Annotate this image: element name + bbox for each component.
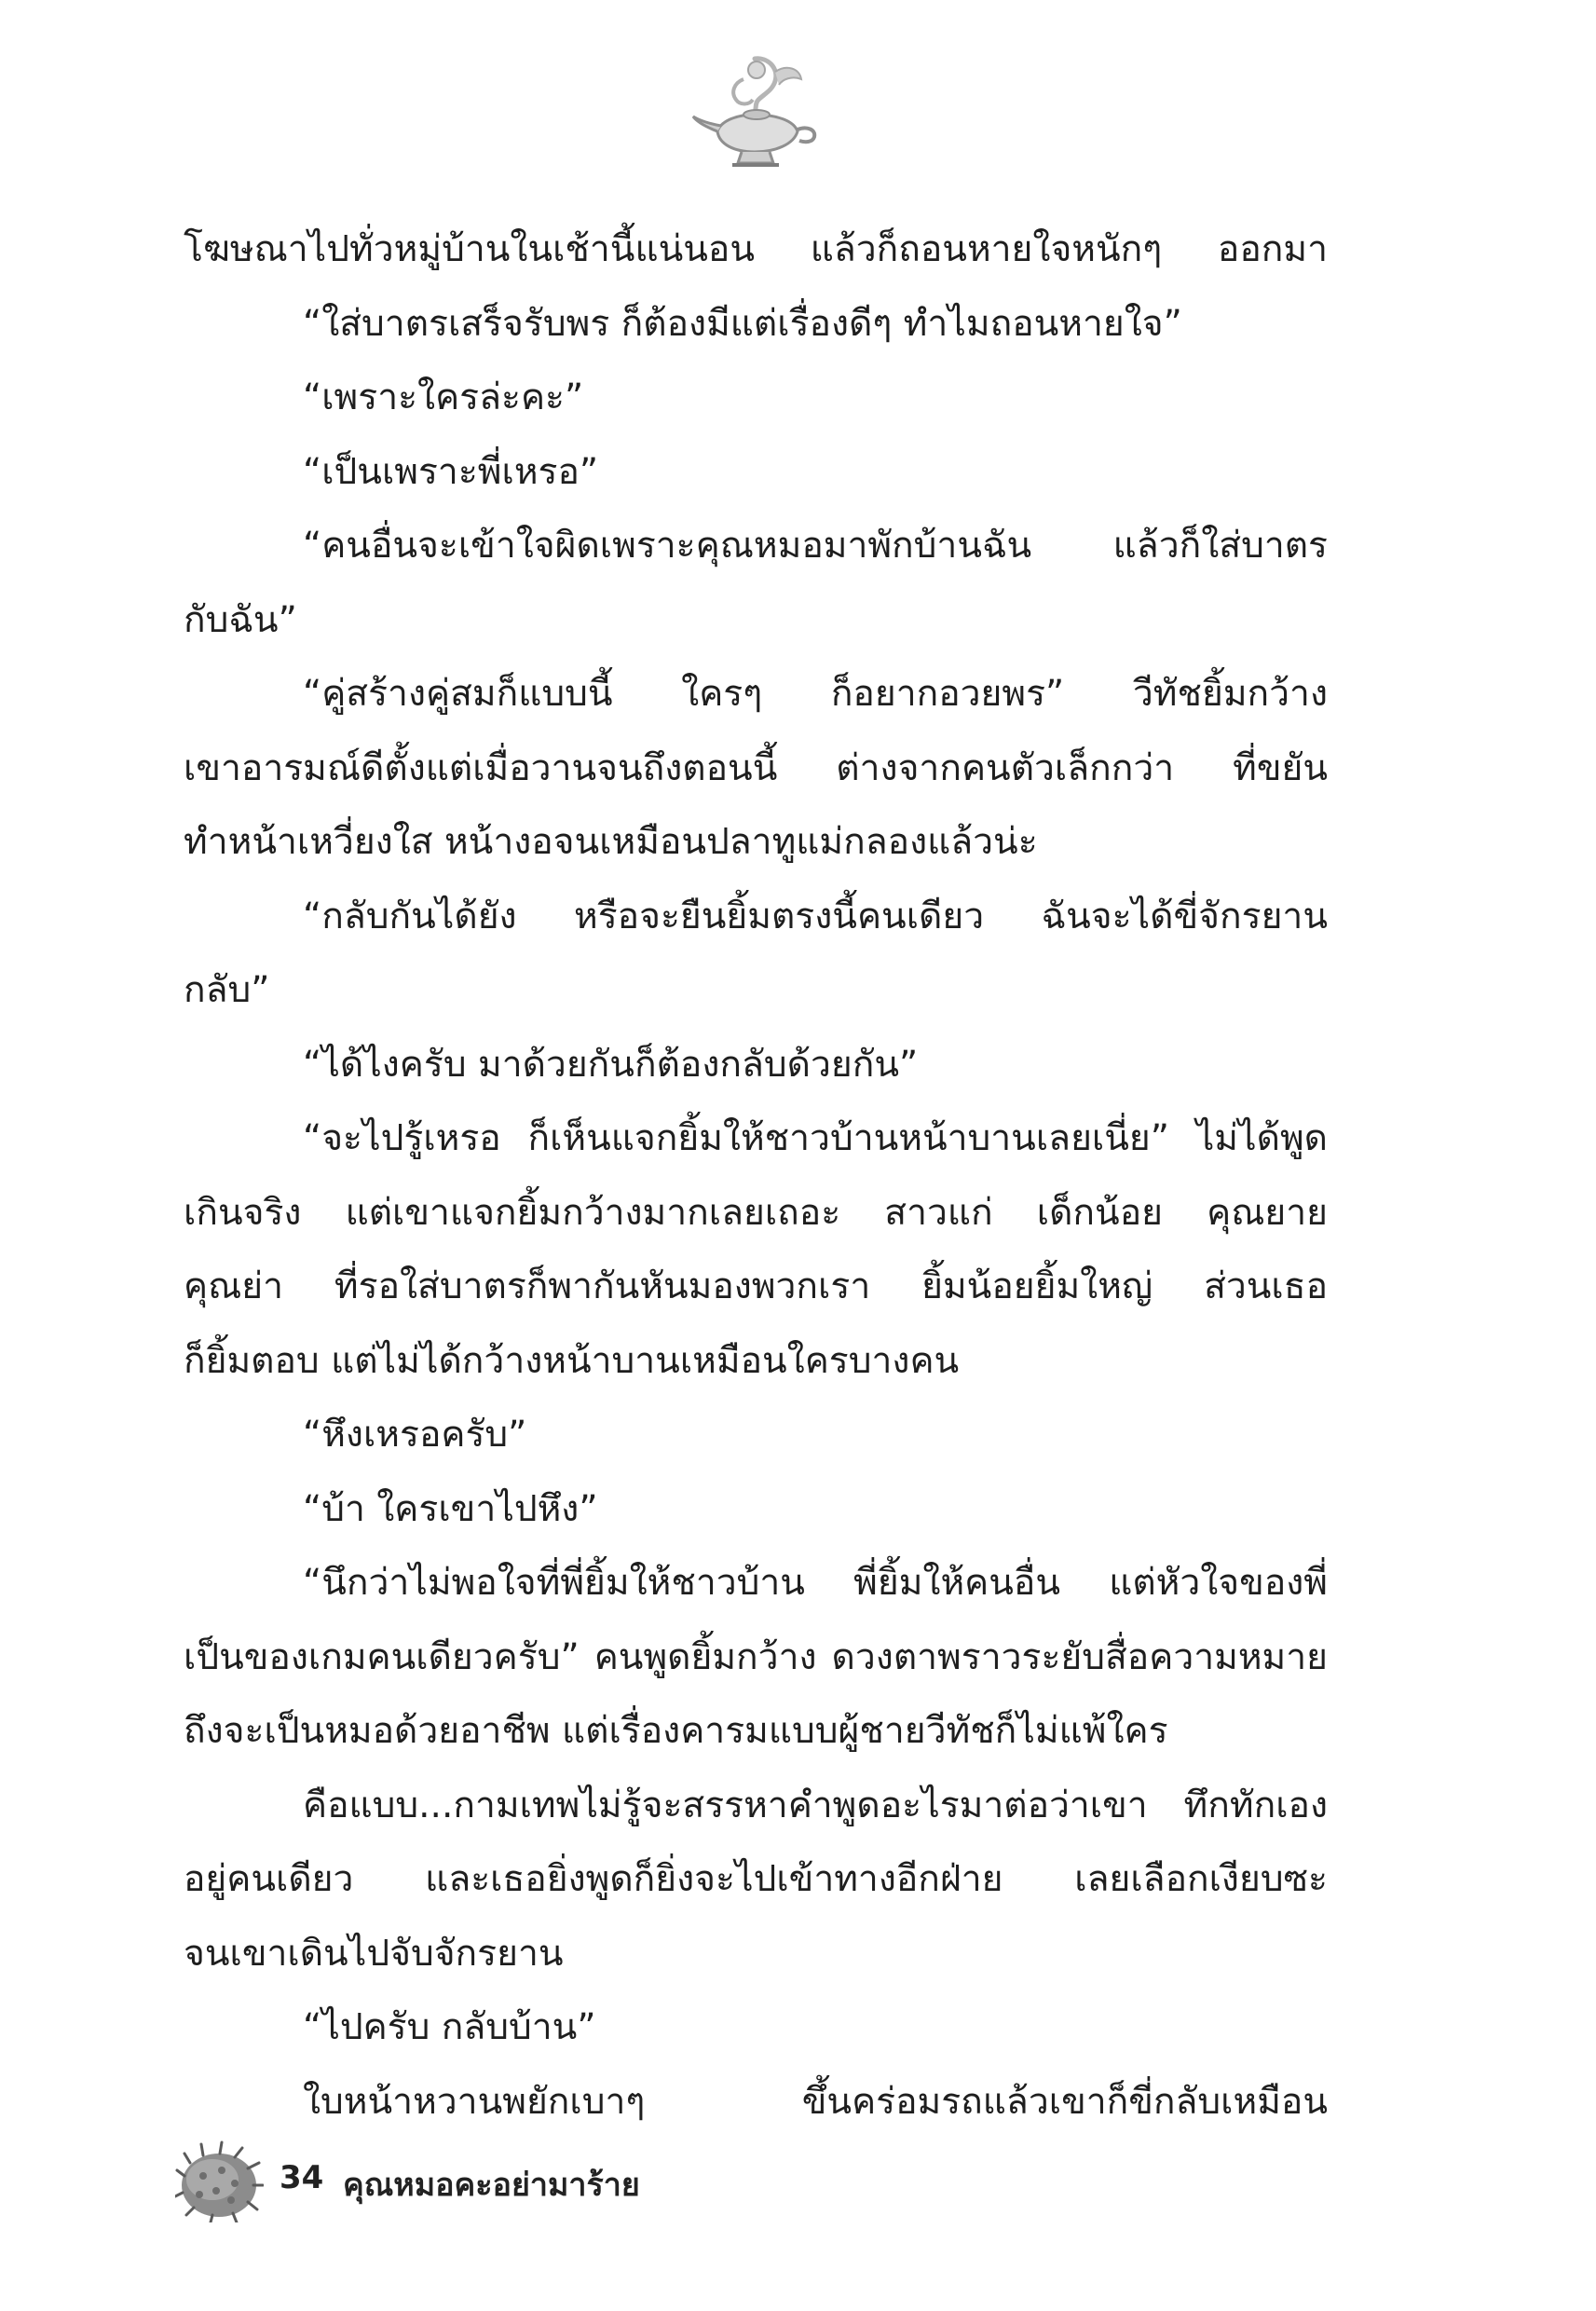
text-line: อยู่คนเดียว และเธอยิ่งพูดก็ยิ่งจะไปเข้าทางอีกฝ่าย เลยเลือกเงียบซะ	[184, 1858, 1328, 1900]
text-line: “นึกว่าไม่พอใจที่พี่ยิ้มให้ชาวบ้าน พี่ยิ้มให้คนอื่น แต่หัวใจของพี่	[303, 1562, 1328, 1604]
text-line: “ไปครับ กลับบ้าน”	[303, 2006, 596, 2048]
text-line: “คู่สร้างคู่สมก็แบบนี้ ใครๆ ก็อยากอวยพร” วีทัชยิ้มกว้าง	[303, 673, 1328, 715]
body-text	[184, 212, 1328, 2139]
text-line: จนเขาเดินไปจับจักรยาน	[184, 1932, 564, 1975]
text-line: กับฉัน”	[184, 598, 297, 641]
text-line: คุณย่า ที่รอใส่บาตรก็พากันหันมองพวกเรา ยิ้มน้อยยิ้มใหญ่ ส่วนเธอ	[184, 1265, 1328, 1307]
text-line: กลับ”	[184, 969, 270, 1011]
text-line: ทำหน้าเหวี่ยงใส หน้างอจนเหมือนปลาทูแม่กลองแล้วน่ะ	[184, 821, 1038, 863]
text-line: ก็ยิ้มตอบ แต่ไม่ได้กว้างหน้าบานเหมือนใครบางคน	[184, 1339, 960, 1382]
page-footer	[175, 2139, 1014, 2222]
text-line: “เพราะใครล่ะคะ”	[303, 376, 584, 418]
text-line: “เป็นเพราะพี่เหรอ”	[303, 450, 599, 493]
text-line: “จะไปรู้เหรอ ก็เห็นแจกยิ้มให้ชาวบ้านหน้าบานเลยเนี่ย” ไม่ได้พูด	[303, 1117, 1328, 1159]
genie-lamp-icon	[689, 51, 820, 172]
text-line: โฆษณาไปทั่วหมู่บ้านในเช้านี้แน่นอน แล้วก็ถอนหายใจหนักๆ ออกมา	[184, 228, 1328, 270]
durian-icon	[175, 2139, 264, 2222]
text-line: ถึงจะเป็นหมอด้วยอาชีพ แต่เรื่องคารมแบบผู้ชายวีทัชก็ไม่แพ้ใคร	[184, 1710, 1168, 1752]
text-line: “คนอื่นจะเข้าใจผิดเพราะคุณหมอมาพักบ้านฉัน แล้วก็ใส่บาตร	[303, 525, 1328, 567]
book-title: คุณหมอคะอย่ามาร้าย	[343, 2167, 640, 2204]
text-line: “ใส่บาตรเสร็จรับพร ก็ต้องมีแต่เรื่องดีๆ ทำไมถอนหายใจ”	[303, 302, 1182, 345]
text-line: “บ้า ใครเขาไปหึง”	[303, 1487, 598, 1530]
text-line: “ได้ไงครับ มาด้วยกันก็ต้องกลับด้วยกัน”	[303, 1043, 919, 1086]
text-line: “หึงเหรอครับ”	[303, 1414, 527, 1456]
text-line: ใบหน้าหวานพยักเบาๆ ขึ้นคร่อมรถแล้วเขาก็ขี่กลับเหมือน	[303, 2080, 1328, 2123]
text-line: เป็นของเกมคนเดียวครับ” คนพูดยิ้มกว้าง ดวงตาพราวระยับสื่อความหมาย	[184, 1635, 1328, 1678]
page-number: 34	[280, 2159, 324, 2196]
text-line: “กลับกันได้ยัง หรือจะยืนยิ้มตรงนี้คนเดียว ฉันจะได้ขี่จักรยาน	[303, 895, 1328, 937]
text-line: เกินจริง แต่เขาแจกยิ้มกว้างมากเลยเถอะ สาวแก่ เด็กน้อย คุณยาย	[184, 1191, 1328, 1234]
text-line: คือแบบ...กามเทพไม่รู้จะสรรหาคำพูดอะไรมาต่อว่าเขา ทึกทักเอง	[303, 1784, 1328, 1826]
text-line: เขาอารมณ์ดีตั้งแต่เมื่อวานจนถึงตอนนี้ ต่างจากคนตัวเล็กกว่า ที่ขยัน	[184, 746, 1328, 789]
